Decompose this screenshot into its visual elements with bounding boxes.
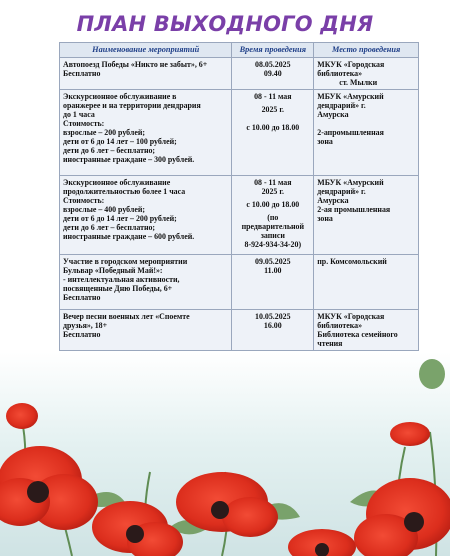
event-cell: Экскурсионное обслуживание в оранжерее и на территории дендрария до 1 часа Стоимость: взрослые – 200 рублей; дети от 6 до 14 лет – 100 рублей; дети до 6 лет – бесплатно; иностранные граждане – 300 рублей. [60, 90, 232, 176]
table-row [60, 58, 419, 90]
table-row [60, 90, 419, 176]
time-cell: 08.05.2025 09.40 [232, 58, 314, 90]
page-title: ПЛАН ВЫХОДНОГО ДНЯ [76, 12, 374, 36]
event-cell: Автопоезд Победы «Никто не забыт», 6+ Бесплатно [60, 58, 232, 90]
event-cell: Вечер песни военных лет «Споемте друзья», 18+ Бесплатно [60, 310, 232, 351]
events-table [59, 42, 419, 351]
table-header-row [60, 43, 419, 58]
header-time: Время проведения [232, 43, 314, 58]
time-cell: 08 - 11 мая 2025 г. с 10.00 до 18.00 [232, 90, 314, 176]
poppy-bud-top-left [6, 403, 38, 429]
table-row [60, 255, 419, 310]
time-cell: 10.05.2025 16.00 [232, 310, 314, 351]
table-row [60, 310, 419, 351]
time-cell: 09.05.2025 11.00 [232, 255, 314, 310]
header-event: Наименование мероприятий [60, 43, 232, 58]
time-cell: 08 - 11 мая 2025 г. с 10.00 до 18.00 (по предварительной записи 8-924-934-34-20) [232, 176, 314, 255]
header-place: Место проведения [314, 43, 419, 58]
table-row [60, 176, 419, 255]
place-cell: пр. Комсомольский [314, 255, 419, 310]
event-cell: Экскурсионное обслуживание продолжительностью более 1 часа Стоимость: взрослые – 400 рублей; дети от 6 до 14 лет – 200 рублей; дети до 6 лет – бесплатно; иностранные граждане – 600 рублей. [60, 176, 232, 255]
place-cell: МКУК «Городская библиотека» ст. Мылки [314, 58, 419, 90]
event-cell: Участие в городском мероприятии Бульвар «Победный Май!»: - интеллектуальная активности, посвященные Дню Победы, 6+ Бесплатно [60, 255, 232, 310]
place-cell: МКУК «Городская библиотека» Библиотека семейного чтения [314, 310, 419, 351]
place-cell: МБУК «Амурский дендрарий» г. Амурска 2-апромышленная зона [314, 90, 419, 176]
poppy-flowers-illustration [0, 352, 450, 556]
place-cell: МБУК «Амурский дендрарий» г. Амурска 2-ая промышленная зона [314, 176, 419, 255]
